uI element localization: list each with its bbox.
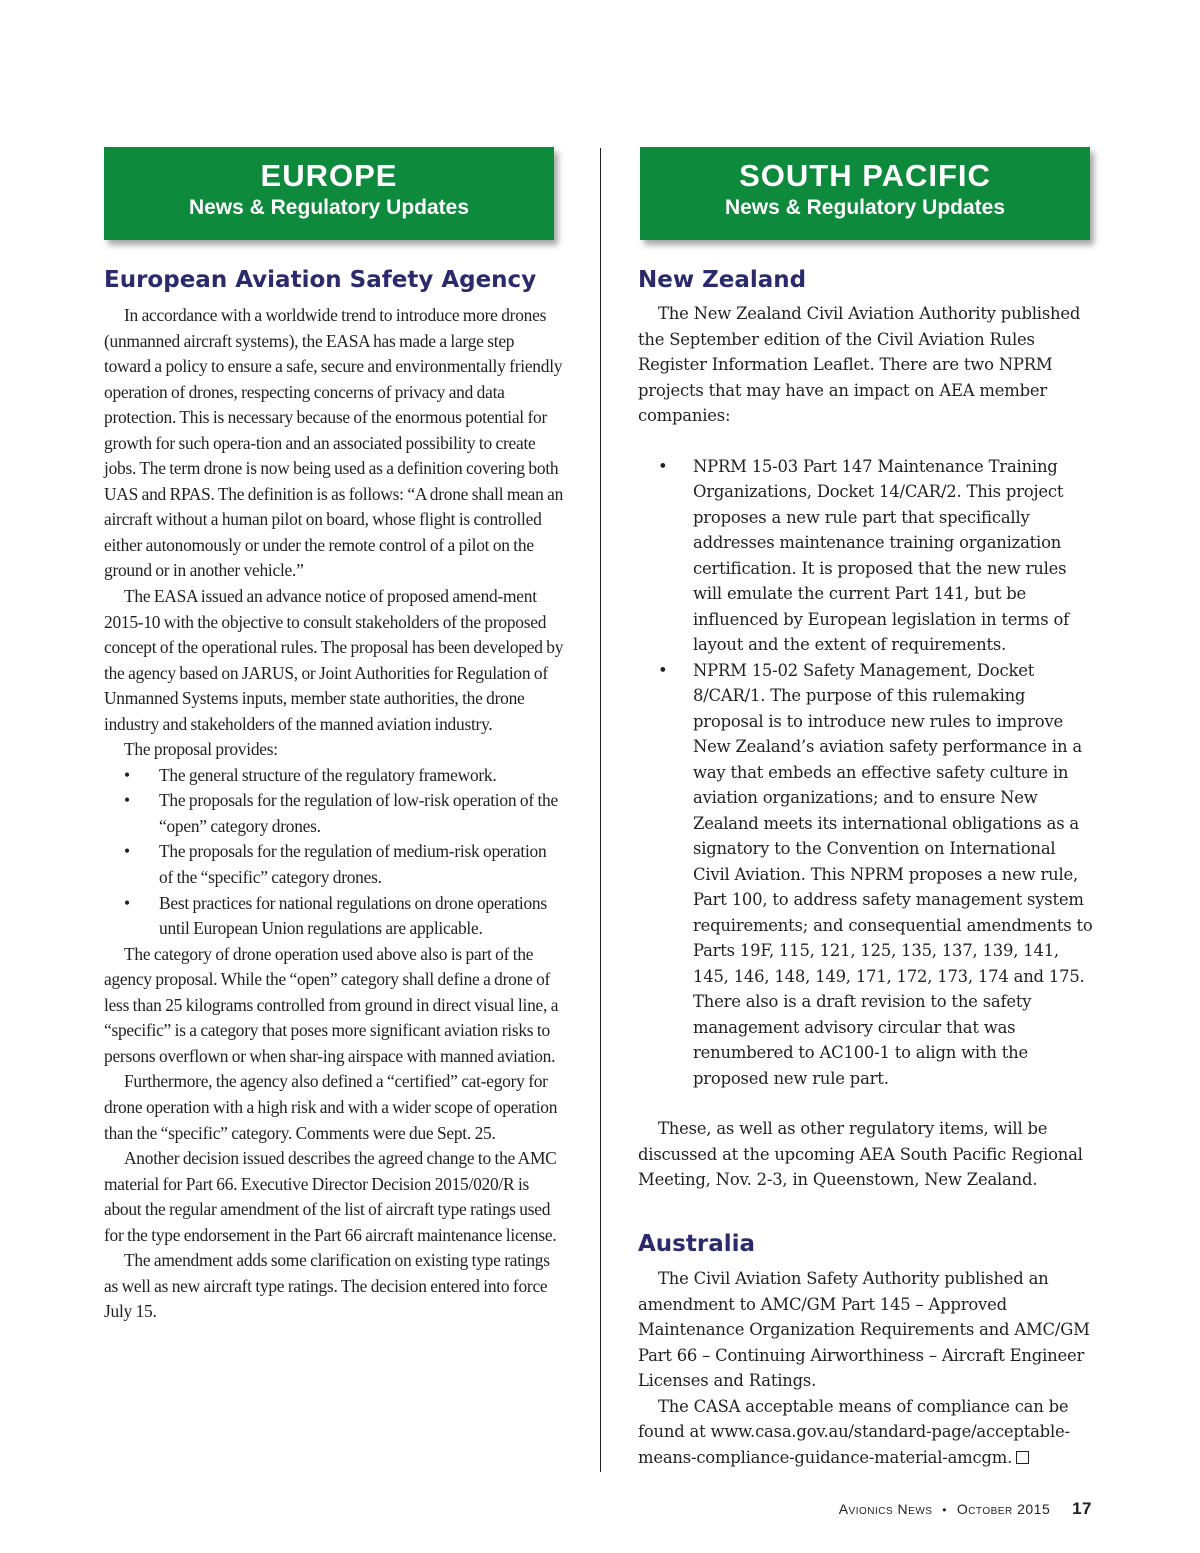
europe-paragraph: Another decision issued describes the agreed change to the AMC material for Part 66. Executive Director Decision 2015/020/R is about the regular amendment of the list of aircraft type ratings used for the type endorsement in the Part 66 aircraft maintenance license.: [104, 1148, 557, 1245]
list-item: [104, 839, 564, 890]
europe-paragraph: The amendment adds some clarification on existing type ratings as well as new aircraft type ratings. The decision entered into force July 15.: [104, 1250, 550, 1322]
bullet-icon: •: [124, 790, 130, 811]
nz-bullet-list: [638, 454, 1096, 1092]
australia-article: [638, 1266, 1096, 1470]
end-mark-icon: [1016, 1451, 1029, 1464]
list-item-text: The general structure of the regulatory framework.: [159, 764, 497, 785]
list-item: [638, 658, 1096, 1092]
bullet-icon: •: [658, 660, 668, 680]
europe-article: [104, 303, 564, 1325]
bullet-icon: •: [658, 456, 668, 476]
list-item-text: Best practices for national regulations on drone operations until European Union regulations are applicable.: [159, 892, 547, 939]
list-item: [638, 454, 1096, 658]
australia-heading: Australia: [638, 1231, 756, 1257]
south-pacific-banner-subtitle: News & Regulatory Updates: [724, 196, 1006, 219]
nz-paragraph: The New Zealand Civil Aviation Authority published the September edition of the Civil Aviation Rules Register Information Leaflet. There are two NPRM projects that may have an impact on AEA member companies:: [638, 304, 1081, 425]
page-number: 17: [1072, 1499, 1092, 1518]
bullet-icon: •: [124, 892, 130, 913]
column-divider: [600, 148, 601, 1472]
australia-paragraph: The Civil Aviation Safety Authority published an amendment to AMC/GM Part 145 – Approved Maintenance Organization Requirements and AMC/GM Part 66 – Continuing Airworthiness – Aircraft Engineer Licenses and Ratings.: [638, 1269, 1090, 1390]
nz-paragraph: These, as well as other regulatory items, will be discussed at the upcoming AEA South Pacific Regional Meeting, Nov. 2-3, in Queenstown, New Zealand.: [638, 1119, 1083, 1189]
south-pacific-banner-title: SOUTH PACIFIC: [739, 158, 991, 193]
europe-banner: [104, 147, 554, 240]
australia-paragraph-text: The CASA acceptable means of compliance can be found at www.casa.gov.au/standard-page/acceptable-means-compliance-guidance-material-amcgm.: [638, 1396, 1070, 1467]
publication-name: Avionics News: [838, 1501, 933, 1517]
europe-banner-subtitle: News & Regulatory Updates: [188, 196, 470, 219]
list-item-text: NPRM 15-02 Safety Management, Docket 8/CAR/1. The purpose of this rulemaking proposal is to introduce new rules to improve New Zealand’s aviation safety performance in a way that embeds an effective safety culture in aviation organizations; and to ensure New Zealand meets its international obligations as a signatory to the Convention on International Civil Aviation. This NPRM proposes a new rule, Part 100, to address safety management system requirements; and consequential amendments to Parts 19F, 115, 121, 125, 135, 137, 139, 141, 145, 146, 148, 149, 171, 172, 173, 174 and 175. There also is a draft revision to the safety management advisory circular that was renumbered to AC100-1 to align with the proposed new rule part.: [693, 660, 1093, 1088]
bullet-icon: •: [124, 841, 130, 862]
list-item-text: The proposals for the regulation of medium-risk operation of the “specific” category drones.: [159, 841, 547, 888]
issue-date: October 2015: [956, 1501, 1051, 1517]
page-footer: [839, 1499, 1092, 1519]
list-item: [104, 788, 564, 839]
footer-separator: •: [942, 1503, 947, 1517]
list-item: [104, 891, 564, 942]
europe-paragraph: In accordance with a worldwide trend to introduce more drones (unmanned aircraft systems), the EASA has made a large step toward a policy to ensure a safe, secure and environmentally friendly operation of drones, respecting concerns of privacy and data protection. This is necessary because of the enormous potential for growth for such opera-tion and an associated possibility to create jobs. The term drone is now being used as a definition covering both UAS and RPAS. The definition is as follows: “A drone shall mean an aircraft without a human pilot on board, whose flight is controlled either autonomously or under the remote control of a pilot on the ground or in another vehicle.”: [104, 305, 564, 581]
list-item-text: NPRM 15-03 Part 147 Maintenance Training Organizations, Docket 14/CAR/2. This project proposes a new rule part that specifically addresses maintenance training organization certification. It is proposed that the new rules will emulate the current Part 141, but be influenced by European legislation in terms of layout and the extent of requirements.: [693, 456, 1070, 654]
europe-paragraph: The EASA issued an advance notice of proposed amend-ment 2015-10 with the objective to consult stakeholders of the proposed concept of the operational rules. The proposal has been developed by the agency based on JARUS, or Joint Authorities for Regulation of Unmanned Systems inputs, member state authorities, the drone industry and stakeholders of the manned aviation industry.: [104, 586, 564, 734]
europe-bullet-list: [104, 763, 564, 942]
list-item: [104, 763, 564, 789]
new-zealand-article: [638, 301, 1096, 1193]
europe-banner-title: EUROPE: [260, 158, 398, 193]
europe-paragraph: Furthermore, the agency also defined a “certified” cat-egory for drone operation with a high risk and with a wider scope of operation than the “specific” category. Comments were due Sept. 25.: [104, 1071, 558, 1143]
australia-paragraph: [638, 1394, 1096, 1471]
south-pacific-banner: [640, 147, 1090, 240]
new-zealand-heading: New Zealand: [638, 267, 807, 293]
easa-heading: European Aviation Safety Agency: [104, 267, 537, 293]
europe-paragraph: The proposal provides:: [124, 739, 278, 760]
list-item-text: The proposals for the regulation of low-risk operation of the “open” category drones.: [159, 790, 558, 836]
bullet-icon: •: [124, 764, 130, 785]
europe-paragraph: The category of drone operation used above also is part of the agency proposal. While the “open” category shall define a drone of less than 25 kilograms controlled from ground in direct visual line, a “specific” is a category that poses more significant aviation risks to persons overflown or when shar-ing airspace with manned aviation.: [104, 943, 559, 1066]
